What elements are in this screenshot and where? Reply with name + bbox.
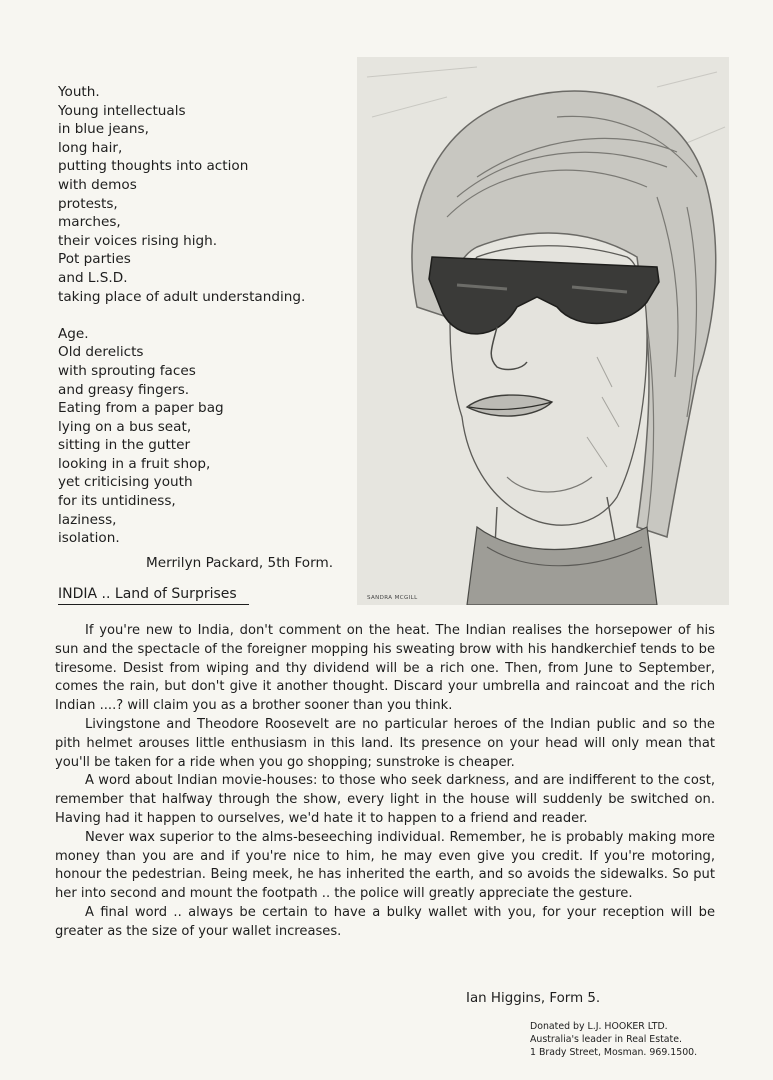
donor-notice [530, 1020, 697, 1059]
donor-line: 1 Brady Street, Mosman. 969.1500. [530, 1047, 698, 1058]
article-body [55, 622, 715, 942]
poem-line: lying on a bus seat, [58, 418, 192, 435]
donor-line: Australia's leader in Real Estate. [530, 1034, 682, 1045]
donor-line: Donated by L.J. HOOKER LTD. [530, 1021, 668, 1032]
poem-line: and greasy fingers. [58, 381, 190, 398]
poem-line: Young intellectuals [58, 102, 186, 119]
poem-line: Age. [58, 325, 89, 342]
poem-line: Pot parties [58, 251, 131, 268]
poem-author: Merrilyn Packard, 5th Form. [146, 554, 334, 571]
poem-line: with sprouting faces [58, 362, 196, 379]
artist-signature: SANDRA MCGILL [367, 595, 418, 601]
poem-line: laziness, [58, 511, 117, 528]
poem-line: their voices rising high. [58, 232, 218, 249]
poem-line: yet criticising youth [58, 474, 193, 491]
poem-line: with demos [58, 176, 137, 193]
poem-line: for its untidiness, [58, 493, 176, 510]
portrait-sketch [357, 57, 729, 605]
poem-stanza-youth [58, 83, 358, 306]
poem-line: long hair, [58, 139, 123, 156]
poem [58, 83, 358, 572]
poem-line: Eating from a paper bag [58, 400, 224, 417]
article-title: INDIA .. Land of Surprises [58, 585, 249, 605]
poem-line: protests, [58, 195, 118, 212]
poem-line: taking place of adult understanding. [58, 288, 306, 305]
poem-line: sitting in the gutter [58, 437, 191, 454]
poem-line: marches, [58, 214, 121, 231]
article-paragraph: If you're new to India, don't comment on the heat. The Indian realises the horsepower of his sun and the spectacle of the foreigner mopping his sweating brow with his handkerchief tends to be tiresome. Desist from wiping and thy dividend will be a rich one. Then, from June to September, comes the rain, but don't give it another thought. Discard your umbrella and raincoat and the rich Indian ....? will claim you as a brother sooner than you think. [55, 623, 715, 714]
portrait-illustration [357, 57, 729, 605]
poem-line: Old derelicts [58, 344, 144, 361]
poem-line: Youth. [58, 84, 100, 100]
article-paragraph: A word about Indian movie-houses: to those who seek darkness, and are indifferent to the cost, remember that halfway through the show, every light in the house will suddenly be switched on. Having had it happen to ourselves, we'd hate it to happen to a friend and reader. [55, 773, 715, 826]
poem-line: putting thoughts into action [58, 158, 249, 175]
poem-stanza-age [58, 325, 358, 548]
poem-line: looking in a fruit shop, [58, 455, 211, 472]
article-paragraph: A final word .. always be certain to have a bulky wallet with you, for your reception will be greater as the size of your wallet increases. [55, 904, 715, 939]
article-paragraph: Livingstone and Theodore Roosevelt are no particular heroes of the Indian public and so the pith helmet arouses little enthusiasm in this land. Its presence on your head will only mean that you'll be taken for a ride when you go shopping; sunstroke is cheaper. [55, 716, 715, 770]
poem-line: in blue jeans, [58, 121, 149, 138]
poem-line: and L.S.D. [58, 269, 128, 286]
article-byline: Ian Higgins, Form 5. [466, 991, 601, 1006]
poem-line: isolation. [58, 530, 120, 547]
article-paragraph: Never wax superior to the alms-beseeching individual. Remember, he is probably making more money than you are and if you're nice to him, he may even give you credit. If you're motoring, honour the pedestrian. Being meek, he has inherited the earth, and so avoids the sidewalks. So put her into second and mount the footpath .. the police will greatly appreciate the gesture. [55, 829, 715, 902]
